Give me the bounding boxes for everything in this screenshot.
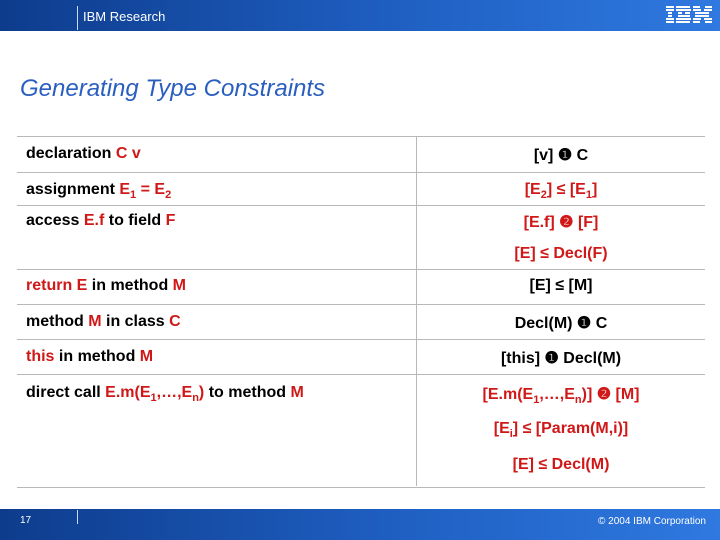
text-segment: [E] ≤ Decl(F)	[514, 245, 608, 262]
text-segment: assignment	[26, 181, 120, 198]
copyright: © 2004 IBM Corporation	[598, 516, 706, 527]
text-segment: C v	[115, 145, 141, 162]
header-divider	[77, 6, 78, 30]
text-segment: E	[564, 386, 575, 403]
table-row-divider	[17, 374, 705, 375]
subscript: i	[509, 428, 513, 441]
text-segment: access	[26, 212, 84, 229]
text-segment: in class	[101, 313, 170, 330]
rule-left	[26, 277, 186, 295]
text-segment: E	[181, 384, 193, 401]
table-row-divider	[17, 304, 705, 305]
text-segment: ] ≤ [E	[546, 181, 586, 198]
text-segment: E.f	[83, 212, 105, 229]
text-segment: = E	[136, 181, 166, 198]
text-segment: )] ❷ [M]	[581, 386, 640, 403]
subscript: 1	[533, 394, 540, 407]
text-segment: [E] ≤ Decl(M)	[512, 456, 610, 473]
rule-right	[416, 456, 706, 474]
text-segment: to field	[104, 212, 166, 229]
text-segment: to method	[204, 384, 291, 401]
text-segment: in method	[54, 348, 140, 365]
rule-right	[416, 245, 706, 263]
text-segment: return	[26, 277, 77, 294]
rule-right	[416, 384, 706, 407]
subscript: 1	[130, 189, 137, 202]
table-row-divider	[17, 172, 705, 173]
text-segment: F	[165, 212, 176, 229]
text-segment: E	[119, 181, 131, 198]
text-segment: [this] ❶ Decl(M)	[500, 350, 622, 367]
rule-left	[26, 348, 153, 366]
table-row-divider	[17, 339, 705, 340]
table-row-divider	[17, 269, 705, 270]
text-segment: [E.m(E	[482, 386, 534, 403]
text-segment: )	[198, 384, 205, 401]
rule-right	[416, 212, 706, 232]
rule-right	[416, 348, 706, 368]
rule-right	[416, 145, 706, 165]
subscript: 2	[165, 189, 172, 202]
text-segment: [E	[493, 420, 510, 437]
rule-left	[26, 384, 304, 405]
rule-left	[26, 313, 181, 331]
text-segment: Decl(M) ❶ C	[514, 315, 608, 332]
text-segment: this	[26, 348, 55, 365]
rule-right	[416, 277, 706, 295]
text-segment: [E] ≤ [M]	[529, 277, 593, 294]
text-segment: ,…,	[156, 384, 182, 401]
text-segment: method	[26, 313, 89, 330]
text-segment: [v] ❶ C	[533, 147, 589, 164]
text-segment: M	[172, 277, 186, 294]
rule-left	[26, 145, 141, 163]
subscript: 2	[540, 189, 547, 202]
rule-right	[416, 181, 706, 202]
text-segment: declaration	[26, 145, 116, 162]
subscript: n	[574, 394, 582, 407]
rule-left	[26, 212, 175, 230]
subscript: n	[192, 392, 199, 405]
subscript: 1	[585, 189, 592, 202]
text-segment: [E.f] ❷ [F]	[523, 214, 599, 231]
rule-right	[416, 313, 706, 333]
subscript: 1	[150, 392, 157, 405]
text-segment: M	[88, 313, 102, 330]
text-segment: ]	[591, 181, 598, 198]
page-number: 17	[20, 515, 32, 526]
text-segment: direct call	[26, 384, 106, 401]
text-segment: E.m(E	[105, 384, 151, 401]
ibm-logo-icon	[666, 5, 712, 25]
text-segment: ] ≤ [Param(M,i)]	[512, 420, 629, 437]
header-title: IBM Research	[83, 9, 166, 24]
text-segment: ,…,	[539, 386, 565, 403]
text-segment: in method	[87, 277, 173, 294]
slide-title: Generating Type Constraints	[20, 75, 326, 102]
text-segment: M	[290, 384, 304, 401]
rule-left	[26, 181, 172, 202]
text-segment: E	[76, 277, 88, 294]
rule-right	[416, 420, 706, 441]
footer-divider	[77, 510, 78, 524]
text-segment: C	[169, 313, 181, 330]
text-segment: M	[139, 348, 154, 365]
table-row-divider	[17, 205, 705, 206]
text-segment: [E	[524, 181, 541, 198]
